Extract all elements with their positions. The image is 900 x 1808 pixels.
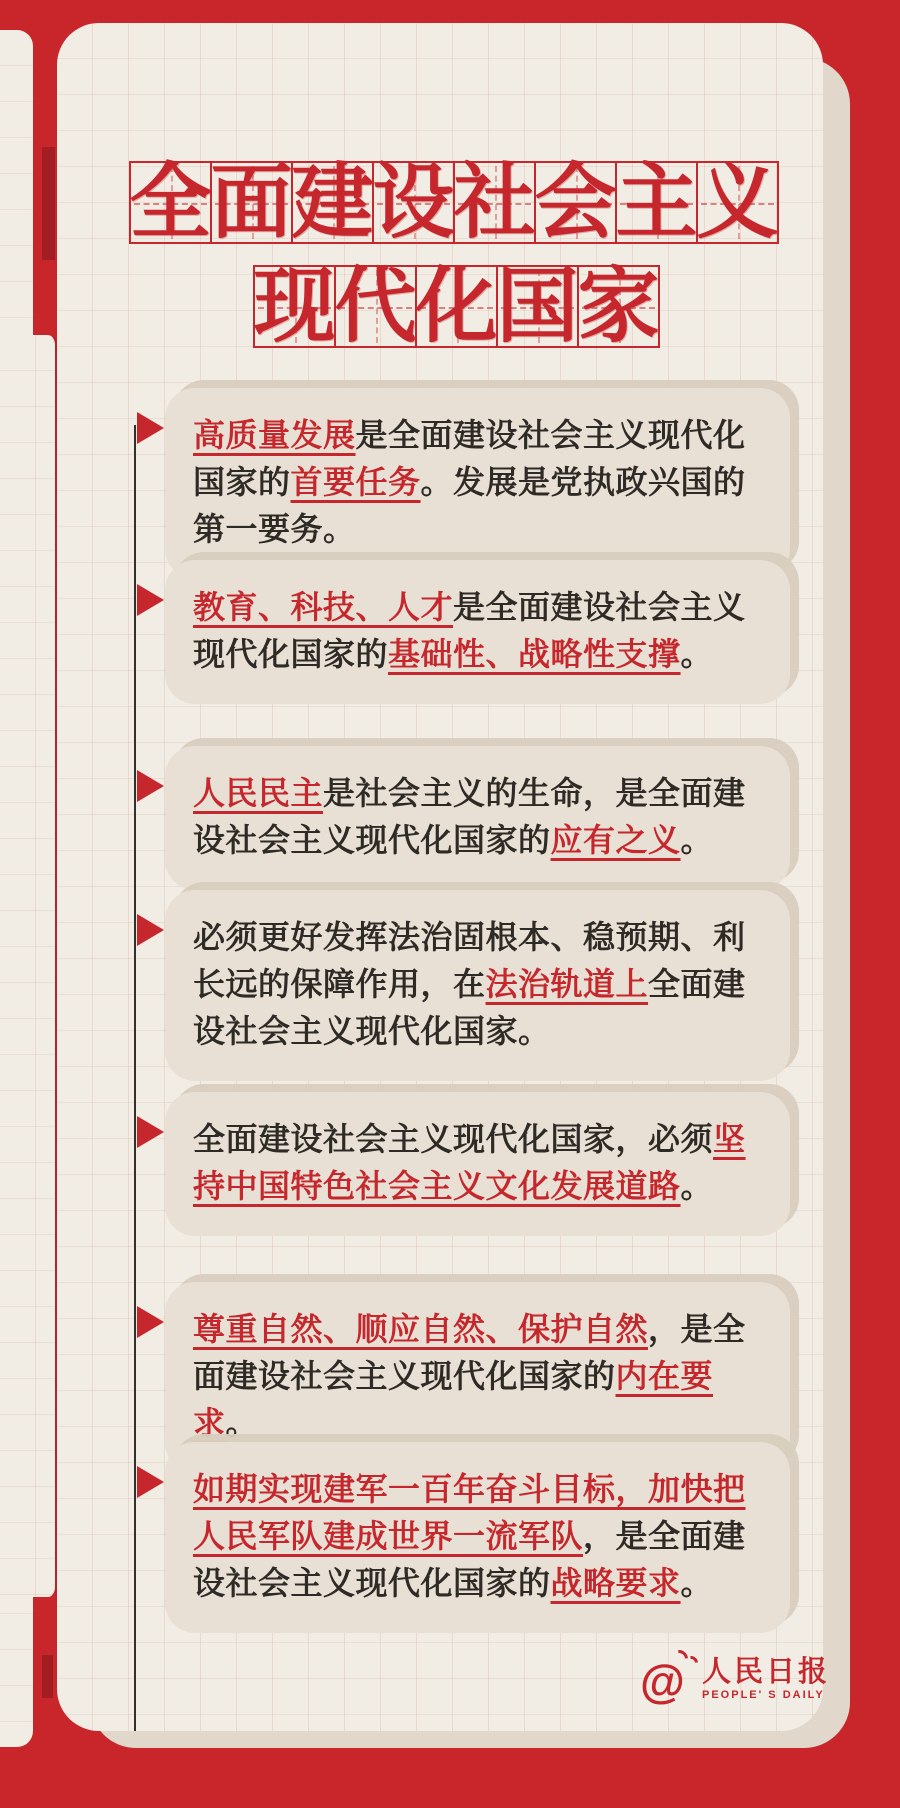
- poster-title-line-2: [253, 261, 660, 352]
- bullet-arrow-icon: [137, 1466, 164, 1498]
- text-segment: 。: [680, 636, 714, 672]
- bookmark-tab-bottom: [42, 1655, 53, 1698]
- title-char-cell: [129, 157, 212, 248]
- title-char: 会: [534, 157, 617, 248]
- notebook-middle-page-left: [0, 335, 58, 1597]
- text-segment: 。: [680, 1565, 714, 1601]
- title-char-cell: [577, 261, 660, 352]
- bullet-box: [165, 388, 790, 579]
- text-segment-highlight: 战略要求: [550, 1565, 681, 1601]
- title-char-cell: [253, 261, 336, 352]
- title-char-cell: [415, 261, 498, 352]
- bullet-arrow-icon: [137, 914, 164, 946]
- text-segment-highlight: 如期实现建军一百年奋斗目标，加快把人民军队建成世界一流军队: [193, 1471, 746, 1554]
- logo-english-name: PEOPLE' S DAILY: [702, 1689, 825, 1701]
- title-char: 化: [415, 261, 498, 352]
- title-char-cell: [615, 157, 698, 248]
- text-segment-highlight: 人民民主: [193, 775, 324, 811]
- title-char-cell: [210, 157, 293, 248]
- logo-text: [702, 1657, 830, 1701]
- text-segment: 。发展是党执政兴国的第一要务。: [193, 464, 746, 547]
- title-char-cell: [534, 157, 617, 248]
- title-char: 面: [210, 157, 293, 248]
- poster-title-line-1: [129, 157, 779, 248]
- title-char: 全: [129, 157, 212, 248]
- text-segment-highlight: 高质量发展: [193, 417, 356, 453]
- text-segment-highlight: 应有之义: [550, 822, 681, 858]
- at-symbol: @: [640, 1655, 685, 1707]
- text-segment: ，是全面建设社会主义现代化国家的: [193, 1518, 746, 1601]
- text-segment-highlight: 尊重自然、顺应自然、保护自然: [193, 1311, 649, 1347]
- text-segment-highlight: 教育、科技、人才: [193, 589, 454, 625]
- text-segment: 全面建设社会主义现代化国家。: [193, 966, 746, 1049]
- title-char: 设: [372, 157, 455, 248]
- title-char: 建: [291, 157, 374, 248]
- bullet-box: [165, 746, 790, 890]
- title-char-cell: [291, 157, 374, 248]
- text-segment: 是全面建设社会主义现代化国家的: [193, 589, 746, 672]
- title-char: 国: [496, 261, 579, 352]
- text-segment-highlight: 内在要求: [193, 1358, 714, 1441]
- at-megaphone-icon: [640, 1652, 694, 1706]
- bullet-arrow-icon: [137, 770, 164, 802]
- bullet-box: [165, 890, 790, 1081]
- bullet-arrow-icon: [137, 412, 164, 444]
- people-daily-logo: [640, 1652, 830, 1706]
- text-segment: 必须更好发挥法治固根本、稳预期、利长远的保障作用，在: [193, 919, 746, 1002]
- title-char-cell: [372, 157, 455, 248]
- notebook-margin-line: [134, 425, 136, 1731]
- text-segment: ，是全面建设社会主义现代化国家的: [193, 1311, 746, 1394]
- text-segment: 。: [680, 1168, 714, 1204]
- text-segment-highlight: 基础性、战略性支撑: [388, 636, 681, 672]
- text-segment: 。: [680, 822, 714, 858]
- title-char: 代: [334, 261, 417, 352]
- text-segment: 。: [225, 1405, 259, 1441]
- title-char-cell: [334, 261, 417, 352]
- text-segment-highlight: 坚持中国特色社会主义文化发展道路: [193, 1121, 746, 1204]
- title-char: 主: [615, 157, 698, 248]
- text-segment-highlight: 法治轨道上: [485, 966, 649, 1002]
- title-char: 社: [453, 157, 536, 248]
- title-char-cell: [696, 157, 779, 248]
- title-char: 现: [253, 261, 336, 352]
- text-segment: 全面建设社会主义现代化国家，必须: [193, 1121, 714, 1157]
- bullet-arrow-icon: [137, 1306, 164, 1338]
- bullet-box: [165, 560, 790, 704]
- bullet-box: [165, 1442, 790, 1633]
- text-segment: 是社会主义的生命，是全面建设社会主义现代化国家的: [193, 775, 746, 858]
- bookmark-tab-top: [42, 147, 55, 260]
- bullet-box: [165, 1092, 790, 1236]
- bullet-arrow-icon: [137, 1116, 164, 1148]
- title-char-cell: [453, 157, 536, 248]
- title-char: 义: [696, 157, 779, 248]
- text-segment: 是全面建设社会主义现代化国家的: [193, 417, 746, 500]
- logo-chinese-name: 人民日报: [702, 1656, 831, 1688]
- title-char: 家: [577, 261, 660, 352]
- bullet-arrow-icon: [137, 584, 164, 616]
- title-char-cell: [496, 261, 579, 352]
- text-segment-highlight: 首要任务: [290, 464, 421, 500]
